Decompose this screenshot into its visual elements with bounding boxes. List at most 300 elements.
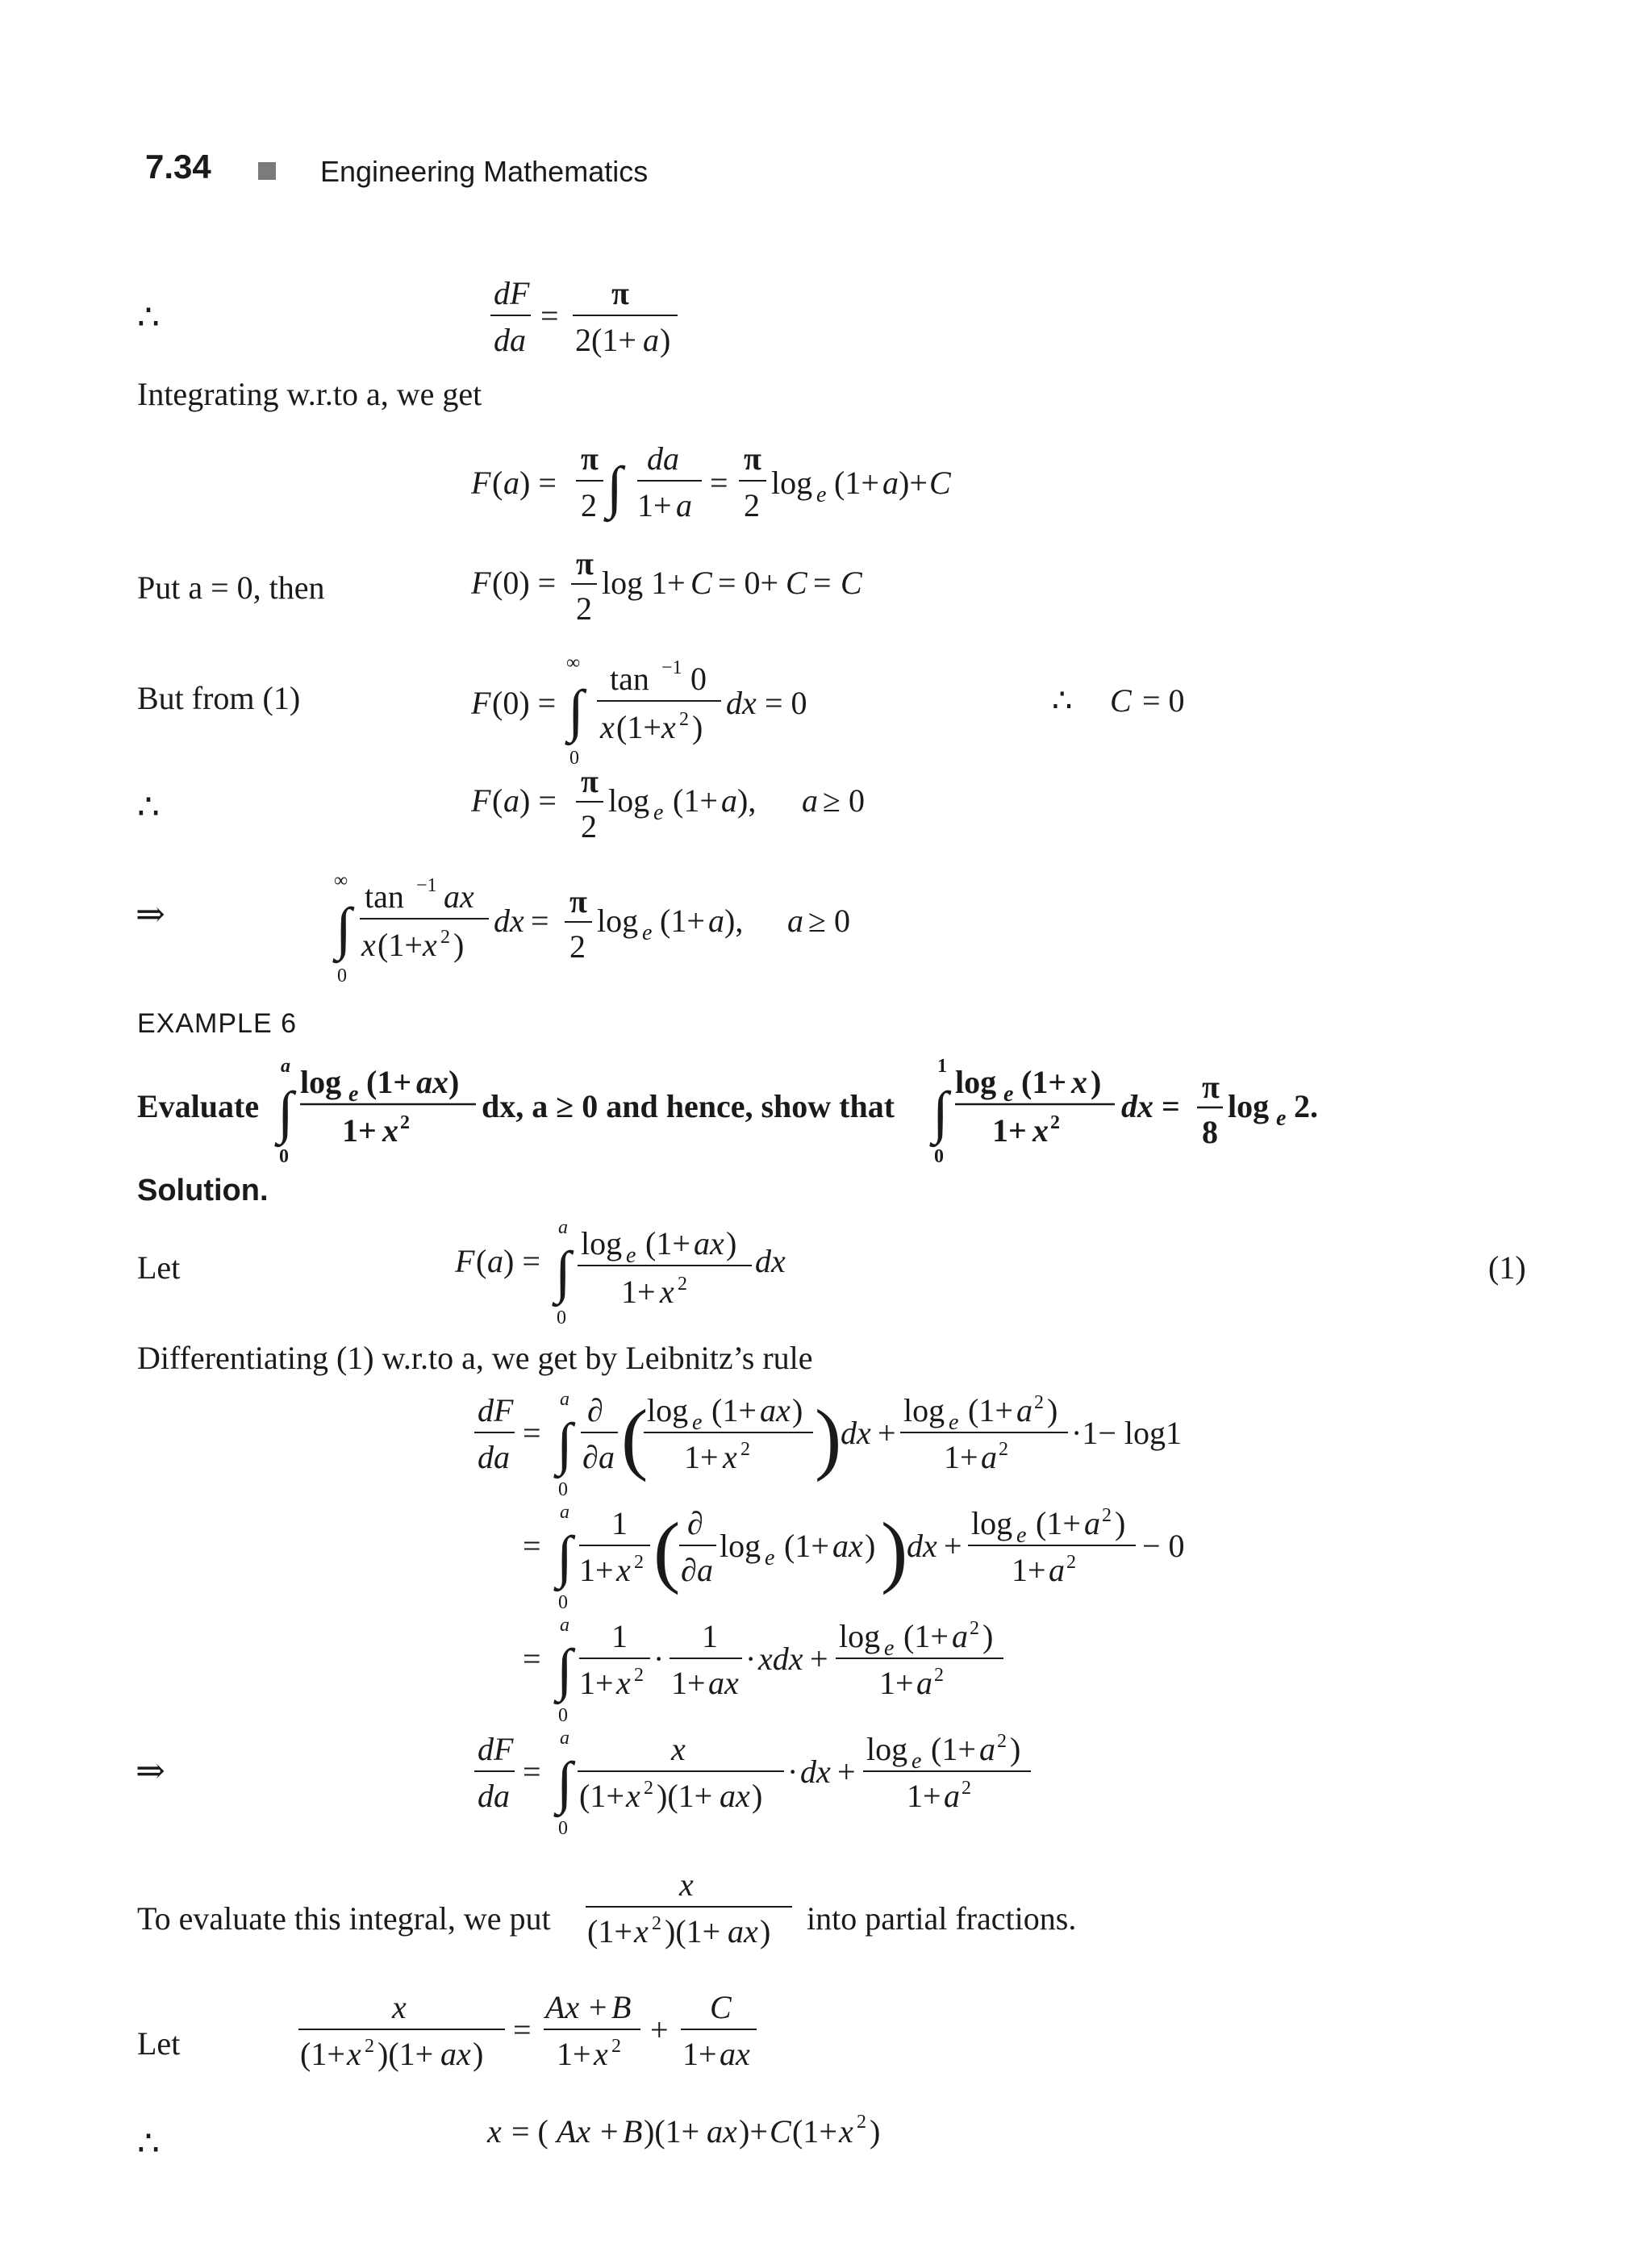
svg-text:ax: ax — [760, 1392, 791, 1428]
equation-F-a-result — [468, 766, 920, 863]
svg-text:2: 2 — [569, 928, 586, 965]
svg-text:ax: ax — [694, 1225, 724, 1261]
svg-text:ax: ax — [708, 1665, 739, 1701]
svg-text:ax: ax — [416, 1064, 448, 1100]
svg-text:=: = — [540, 298, 559, 334]
svg-text:1+: 1+ — [621, 1274, 656, 1310]
let-label-1: Let — [137, 1249, 181, 1286]
svg-text:dx: dx — [494, 903, 524, 939]
svg-text:1+: 1+ — [944, 1439, 978, 1475]
svg-text:∂: ∂ — [582, 1439, 599, 1475]
svg-text:ax: ax — [707, 2113, 737, 2150]
to-evaluate-text-end: into partial fractions. — [807, 1900, 1077, 1937]
svg-text:a: a — [944, 1778, 960, 1814]
svg-text:2: 2 — [857, 2112, 866, 2133]
svg-text:): ) — [1047, 1392, 1058, 1428]
svg-text:−1: −1 — [661, 657, 682, 678]
svg-text:x: x — [1071, 1064, 1087, 1100]
svg-text:1+: 1+ — [579, 1665, 614, 1701]
svg-text:= 0+: = 0+ — [718, 565, 779, 601]
svg-text:B: B — [623, 2113, 643, 2150]
svg-text:1+: 1+ — [557, 2036, 591, 2072]
svg-text:x: x — [392, 1989, 407, 2025]
svg-text:1: 1 — [611, 1505, 628, 1541]
svg-text:0: 0 — [690, 661, 707, 697]
svg-text:(: ( — [492, 782, 503, 819]
svg-text:2: 2 — [365, 2036, 374, 2057]
svg-text:·: · — [745, 1641, 757, 1677]
svg-text:0: 0 — [558, 1818, 568, 1839]
svg-text:e: e — [884, 1636, 895, 1661]
svg-text:dx: dx — [907, 1528, 937, 1564]
equation-x-identity — [484, 2097, 968, 2162]
svg-text:C: C — [710, 1989, 732, 2025]
svg-text:F: F — [471, 465, 491, 501]
svg-text:x: x — [634, 1913, 649, 1950]
svg-text:a: a — [560, 1728, 569, 1749]
svg-text:+: + — [650, 2012, 669, 2048]
svg-text:2(1+: 2(1+ — [575, 322, 636, 358]
svg-text:0: 0 — [279, 1146, 289, 1166]
svg-text:a: a — [643, 322, 659, 358]
svg-text:log: log — [300, 1064, 342, 1100]
svg-text:=: = — [1162, 1088, 1180, 1124]
svg-text:x: x — [660, 1274, 674, 1310]
svg-text:a: a — [676, 487, 692, 523]
svg-text:0: 0 — [558, 1592, 568, 1613]
svg-text:C: C — [841, 565, 862, 601]
svg-text:): ) — [1091, 1064, 1102, 1100]
svg-text:(1+: (1+ — [968, 1392, 1013, 1428]
svg-text:log: log — [1228, 1088, 1270, 1124]
svg-text:),: ), — [737, 782, 757, 819]
svg-text:da: da — [478, 1778, 510, 1814]
svg-text:∫: ∫ — [568, 678, 584, 743]
svg-text:1+: 1+ — [342, 1112, 377, 1149]
svg-text:dF: dF — [494, 275, 530, 311]
svg-text:): ) — [752, 1778, 763, 1814]
svg-text:x: x — [594, 2036, 608, 2072]
svg-text:2: 2 — [1034, 1392, 1044, 1413]
equation-tag-1: (1) — [1488, 1249, 1526, 1286]
svg-text:∂: ∂ — [687, 1505, 703, 1541]
svg-text:): ) — [982, 1618, 994, 1654]
svg-text:a: a — [1084, 1505, 1100, 1541]
equation-F-a-integral — [468, 436, 1000, 532]
svg-text:π: π — [569, 883, 587, 919]
svg-text:2: 2 — [634, 1665, 644, 1686]
svg-text:)(1+: )(1+ — [665, 1913, 721, 1950]
svg-text:(1+: (1+ — [587, 1913, 632, 1950]
svg-text:(0) =: (0) = — [492, 565, 557, 601]
svg-text:a: a — [503, 782, 519, 819]
svg-text:): ) — [881, 1506, 908, 1595]
svg-text:) =: ) = — [519, 465, 557, 501]
svg-text:0: 0 — [934, 1146, 944, 1166]
svg-text:dF: dF — [478, 1392, 514, 1428]
svg-text:log: log — [839, 1618, 881, 1654]
svg-text:≥ 0: ≥ 0 — [823, 782, 865, 819]
svg-text:log: log — [720, 1528, 761, 1564]
svg-text:)+: )+ — [899, 465, 928, 501]
svg-text:1+: 1+ — [671, 1665, 706, 1701]
svg-text:a: a — [281, 1056, 290, 1077]
svg-text:e: e — [653, 800, 664, 825]
svg-text:a: a — [721, 782, 737, 819]
svg-text:1: 1 — [937, 1056, 947, 1077]
differentiating-sentence: Differentiating (1) w.r.to a, we get by Leibnitz’s rule — [137, 1340, 813, 1376]
svg-text:ax: ax — [720, 1778, 750, 1814]
svg-text:∫: ∫ — [557, 1524, 573, 1589]
svg-text:) =: ) = — [503, 1243, 540, 1279]
svg-text:(1+: (1+ — [673, 782, 718, 819]
svg-text:log: log — [971, 1505, 1013, 1541]
svg-text:log: log — [647, 1392, 689, 1428]
svg-text:π: π — [1202, 1069, 1220, 1105]
svg-text:2: 2 — [1050, 1112, 1060, 1133]
svg-text:(1+: (1+ — [366, 1064, 412, 1100]
svg-text:ax: ax — [720, 2036, 750, 2072]
svg-text:π: π — [581, 766, 599, 799]
svg-text:+: + — [837, 1754, 856, 1790]
svg-text:+: + — [589, 1989, 607, 2025]
svg-text:da: da — [494, 322, 526, 358]
svg-text:2: 2 — [999, 1439, 1008, 1460]
svg-text:+: + — [600, 2113, 619, 2150]
svg-text:(1+: (1+ — [784, 1528, 829, 1564]
svg-text:e: e — [912, 1749, 922, 1774]
svg-text:a: a — [708, 903, 724, 939]
svg-text:)(1+: )(1+ — [657, 1778, 713, 1814]
svg-text:)+: )+ — [739, 2113, 768, 2150]
svg-text:(1+: (1+ — [711, 1392, 757, 1428]
svg-text:2: 2 — [1066, 1552, 1076, 1573]
equation-C-zero — [1049, 676, 1210, 724]
therefore-symbol-2: ∴ — [137, 787, 160, 827]
svg-text:2: 2 — [740, 1439, 750, 1460]
svg-text:x: x — [723, 1439, 737, 1475]
svg-text:=: = — [531, 903, 549, 939]
svg-text:2: 2 — [581, 487, 597, 523]
svg-text:C: C — [770, 2113, 791, 2150]
svg-text:∫: ∫ — [557, 1750, 573, 1815]
svg-text:+: + — [810, 1641, 828, 1677]
svg-text:(1+: (1+ — [834, 465, 879, 501]
svg-text:xdx: xdx — [758, 1641, 803, 1677]
svg-text:F: F — [471, 565, 491, 601]
svg-text:tan: tan — [365, 878, 404, 915]
svg-text:x: x — [616, 1665, 631, 1701]
svg-text:2: 2 — [679, 709, 689, 730]
svg-text:),: ), — [724, 903, 744, 939]
svg-text:dx: dx — [726, 685, 757, 721]
svg-text:dx: dx — [800, 1754, 831, 1790]
svg-text:): ) — [865, 1528, 876, 1564]
svg-text:a: a — [787, 903, 803, 939]
svg-text:): ) — [815, 1393, 842, 1482]
svg-text:∞: ∞ — [334, 870, 348, 891]
equation-F-0-constant — [468, 548, 920, 645]
svg-text:π: π — [576, 548, 594, 582]
svg-text:∫: ∫ — [557, 1637, 573, 1702]
svg-text:− 0: − 0 — [1142, 1528, 1185, 1564]
svg-text:2: 2 — [400, 1112, 410, 1133]
svg-text:log: log — [581, 1225, 623, 1261]
let-label-2: Let — [137, 2025, 181, 2062]
svg-text:e: e — [348, 1082, 359, 1107]
svg-text:·: · — [653, 1641, 665, 1677]
svg-text:): ) — [692, 709, 703, 745]
svg-text:=: = — [523, 1641, 541, 1677]
svg-text:Ax: Ax — [545, 1989, 580, 2025]
svg-text:a: a — [558, 1217, 568, 1238]
put-a-zero-label: Put a = 0, then — [137, 569, 325, 606]
svg-text:): ) — [660, 322, 671, 358]
svg-text:π: π — [581, 440, 599, 477]
svg-text:(1+: (1+ — [903, 1618, 949, 1654]
svg-text:e: e — [642, 920, 653, 945]
svg-text:dx: dx — [755, 1243, 786, 1279]
svg-text:(: ( — [492, 465, 503, 501]
svg-text:(: ( — [653, 1506, 681, 1595]
svg-text:2: 2 — [611, 2036, 621, 2057]
svg-text:x: x — [487, 2113, 502, 2150]
svg-text:): ) — [453, 927, 465, 963]
implies-symbol: ⇒ — [136, 894, 165, 934]
svg-text:dx: dx — [841, 1415, 871, 1451]
equation-dF-da-final — [468, 1726, 1113, 1839]
svg-text:(1+: (1+ — [645, 1225, 690, 1261]
example-condition-text: dx, a ≥ 0 and hence, show that — [482, 1088, 895, 1124]
header-marker — [258, 162, 276, 180]
svg-text:e: e — [765, 1545, 775, 1570]
svg-text:a: a — [599, 1439, 615, 1475]
equation-partial-fractions — [290, 1984, 791, 2089]
svg-text:0: 0 — [558, 1705, 568, 1726]
svg-text:x: x — [626, 1778, 640, 1814]
svg-text:1: 1 — [702, 1618, 718, 1654]
svg-text:=: = — [513, 2012, 532, 2048]
svg-text:da: da — [478, 1439, 510, 1475]
svg-text:1+: 1+ — [637, 487, 672, 523]
svg-text:(1+: (1+ — [660, 903, 705, 939]
integrating-sentence: Integrating w.r.to a, we get — [137, 376, 482, 412]
svg-text:2: 2 — [962, 1778, 971, 1799]
svg-text:ax: ax — [440, 2036, 471, 2072]
svg-text:e: e — [692, 1410, 703, 1435]
svg-text:∫: ∫ — [277, 1080, 294, 1145]
svg-text:e: e — [626, 1243, 636, 1268]
svg-text:dF: dF — [478, 1731, 514, 1767]
but-from-label: But from (1) — [137, 680, 301, 716]
svg-text:0: 0 — [337, 965, 347, 986]
equation-dF-da-1 — [484, 270, 694, 367]
svg-text:2: 2 — [997, 1731, 1007, 1752]
svg-text:1+: 1+ — [907, 1778, 941, 1814]
svg-text:x: x — [661, 709, 676, 745]
svg-text:a: a — [981, 1439, 997, 1475]
svg-text:ax: ax — [728, 1913, 758, 1950]
therefore-symbol: ∴ — [137, 298, 160, 337]
svg-text:a: a — [1049, 1552, 1065, 1588]
svg-text:=: = — [523, 1415, 541, 1451]
svg-text:2: 2 — [644, 1778, 653, 1799]
svg-text:e: e — [949, 1410, 959, 1435]
svg-text:= 0: = 0 — [765, 685, 807, 721]
svg-text:)(1+: )(1+ — [644, 2113, 700, 2150]
svg-text:a: a — [697, 1552, 713, 1588]
svg-text:a: a — [916, 1665, 932, 1701]
svg-text:C: C — [786, 565, 807, 601]
svg-text:∫: ∫ — [607, 455, 623, 519]
svg-text:F: F — [471, 782, 491, 819]
svg-text:log: log — [955, 1064, 997, 1100]
svg-text:∫: ∫ — [336, 896, 352, 961]
svg-text:ax: ax — [444, 878, 474, 915]
svg-text:8: 8 — [1202, 1114, 1218, 1150]
svg-text:Ax: Ax — [557, 2113, 591, 2150]
svg-text:2: 2 — [576, 590, 592, 627]
svg-text:a: a — [560, 1615, 569, 1636]
svg-text:x: x — [361, 927, 376, 963]
svg-text:) =: ) = — [519, 782, 557, 819]
svg-text:log: log — [866, 1731, 908, 1767]
equation-leibnitz-step-2 — [468, 1500, 1194, 1613]
page-number: 7.34 — [145, 148, 211, 186]
svg-text:∞: ∞ — [566, 653, 581, 673]
svg-text:≥ 0: ≥ 0 — [808, 903, 850, 939]
evaluate-word: Evaluate — [137, 1088, 260, 1124]
svg-text:= (: = ( — [511, 2113, 549, 2150]
example-integral-1 — [265, 1053, 482, 1166]
svg-text:x: x — [616, 1552, 631, 1588]
svg-text:(1+: (1+ — [300, 2036, 345, 2072]
svg-text:a: a — [1016, 1392, 1032, 1428]
svg-text:): ) — [760, 1913, 771, 1950]
svg-text:+: + — [944, 1528, 962, 1564]
svg-text:log 1+: log 1+ — [602, 565, 686, 601]
svg-text:1+: 1+ — [684, 1439, 719, 1475]
svg-text:∂: ∂ — [681, 1552, 697, 1588]
svg-text:2: 2 — [744, 487, 760, 523]
equation-leibnitz-step-1 — [468, 1387, 1194, 1500]
svg-text:): ) — [726, 1225, 737, 1261]
svg-text:): ) — [448, 1064, 460, 1100]
svg-text:a: a — [560, 1389, 569, 1410]
svg-text:x: x — [1032, 1112, 1049, 1149]
svg-text:(0) =: (0) = — [492, 685, 557, 721]
svg-text:2: 2 — [634, 1552, 644, 1573]
svg-text:(: ( — [621, 1393, 649, 1482]
svg-text:)(1+: )(1+ — [378, 2036, 434, 2072]
svg-text:∫: ∫ — [555, 1240, 571, 1304]
svg-text:a: a — [560, 1502, 569, 1523]
svg-text:2: 2 — [678, 1274, 687, 1295]
svg-text:(1+: (1+ — [931, 1731, 976, 1767]
svg-text:2.: 2. — [1294, 1088, 1318, 1124]
svg-text:tan: tan — [610, 661, 649, 697]
svg-text:a: a — [952, 1618, 968, 1654]
svg-text:log: log — [771, 465, 813, 501]
svg-text:C: C — [1110, 682, 1132, 719]
svg-text:·1− log1: ·1− log1 — [1071, 1415, 1182, 1451]
svg-text:π: π — [744, 440, 761, 477]
svg-text:x: x — [671, 1731, 686, 1767]
svg-text:(1+: (1+ — [579, 1778, 624, 1814]
svg-text:0: 0 — [569, 748, 579, 769]
svg-text:2: 2 — [581, 808, 597, 844]
therefore-symbol-3: ∴ — [137, 2124, 160, 2163]
svg-text:2: 2 — [440, 927, 450, 948]
svg-text:a: a — [802, 782, 818, 819]
svg-text:1+: 1+ — [1012, 1552, 1046, 1588]
svg-text:(1+: (1+ — [1036, 1505, 1081, 1541]
svg-text:1: 1 — [611, 1618, 628, 1654]
svg-text:C: C — [929, 465, 951, 501]
svg-text:−1: −1 — [416, 875, 437, 896]
svg-text:a: a — [503, 465, 519, 501]
svg-text:∂: ∂ — [587, 1392, 603, 1428]
implies-symbol-2: ⇒ — [136, 1751, 165, 1791]
svg-text:2: 2 — [970, 1618, 979, 1639]
svg-text:dx: dx — [1121, 1088, 1153, 1124]
svg-text:): ) — [1115, 1505, 1126, 1541]
equation-F-a-definition — [452, 1214, 807, 1327]
svg-text:2: 2 — [1102, 1505, 1112, 1526]
svg-text:2: 2 — [934, 1665, 944, 1686]
svg-text:(1+: (1+ — [616, 709, 661, 745]
svg-text:∫: ∫ — [932, 1080, 949, 1145]
svg-text:log: log — [608, 782, 650, 819]
svg-text:): ) — [870, 2113, 881, 2150]
svg-text:): ) — [473, 2036, 484, 2072]
equation-integral-tan-result — [323, 867, 887, 988]
svg-text:= 0: = 0 — [1142, 682, 1185, 719]
svg-text:a: a — [882, 465, 899, 501]
svg-text:=: = — [813, 565, 832, 601]
svg-text:): ) — [792, 1392, 803, 1428]
svg-text:e: e — [1016, 1523, 1027, 1548]
svg-text:ax: ax — [832, 1528, 863, 1564]
svg-text:∫: ∫ — [557, 1412, 573, 1476]
svg-text:F: F — [455, 1243, 475, 1279]
svg-text:=: = — [710, 465, 728, 501]
solution-heading: Solution. — [137, 1174, 269, 1207]
svg-text:log: log — [597, 903, 639, 939]
example-heading: EXAMPLE 6 — [137, 1008, 297, 1039]
svg-text:0: 0 — [558, 1479, 568, 1500]
svg-text:): ) — [1010, 1731, 1021, 1767]
svg-text:(: ( — [476, 1243, 487, 1279]
svg-text:+: + — [878, 1415, 896, 1451]
svg-text:(1+: (1+ — [1021, 1064, 1067, 1100]
svg-text:x: x — [382, 1112, 398, 1149]
svg-text:π: π — [611, 275, 629, 311]
svg-text:(1+: (1+ — [792, 2113, 837, 2150]
svg-text:·: · — [787, 1754, 799, 1790]
svg-text:a: a — [487, 1243, 503, 1279]
equation-F-0-integral — [468, 649, 839, 770]
svg-text:da: da — [647, 440, 679, 477]
svg-text:C: C — [690, 565, 712, 601]
svg-text:x: x — [839, 2113, 853, 2150]
svg-text:x: x — [347, 2036, 361, 2072]
example-integral-2 — [920, 1053, 1339, 1166]
svg-text:1+: 1+ — [682, 2036, 717, 2072]
svg-text:e: e — [816, 482, 827, 507]
svg-text:a: a — [979, 1731, 995, 1767]
svg-text:log: log — [903, 1392, 945, 1428]
